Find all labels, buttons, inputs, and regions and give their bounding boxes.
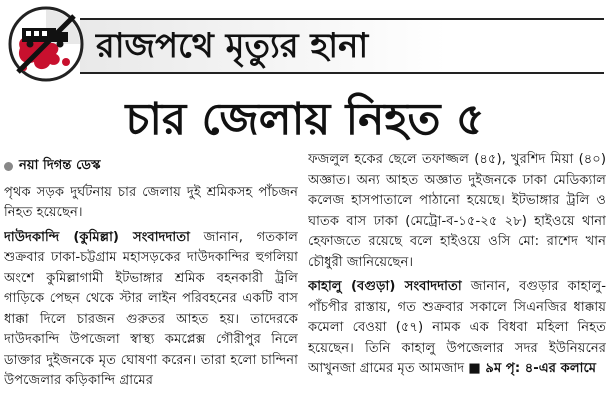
headline: চার জেলায় নিহত ৫: [125, 94, 485, 145]
intro-paragraph: পৃথক সড়ক দুর্ঘটনায় চার জেলায় দুই শ্রমিকসহ পাঁচজন নিহত হয়েছেন।: [4, 184, 298, 220]
kicker-title: রাজপথে মৃত্যুর হানা: [96, 26, 369, 66]
daudkandi-text: জানান, গতকাল শুক্রবার ঢাকা-চট্টগ্রাম মহাসড়কের দাউদকান্দির হুগলিয়া অংশে কুমিল্লাগামী ইটভাঙ্গার শ্রমিক বহনকারী ট্রলি গাড়িকে পেছন থেকে স্টার লাইন পরিবহনের একটি বাস ধাক্কা দিলে চারজন গুরুতর আহত হয়। তাদেরকে দাউদকান্দি উপজেলা স্বাস্থ্য কমপ্লেক্স গৌরীপুর নিলে ডাক্তার দুইজনকে মৃত ঘোষণা করেন। তারা হলো চান্দিনা উপজেলার কড়িকান্দি গ্রামের: [4, 229, 298, 388]
byline-text: নয়া দিগন্ত ডেস্ক: [19, 158, 101, 173]
kahalu-paragraph: [308, 277, 606, 380]
road-accident-logo-icon: [6, 4, 86, 84]
continuation-paragraph: ফজলুল হকের ছেলে তফাজ্জল (৪৫), খুরশিদ মিয়া (৪০) অজ্ঞাত। অন্য আহত অজ্ঞাত দুইজনকে ঢাকা মেডিক্যাল কলেজ হাসপাতালে পাঠানো হয়েছে। ইটভাঙ্গার ট্রলি ও ঘাতক বাস ঢাকা (মেট্রো-ব-১৫-২৫ ২৮) হাইওয়ে থানা হেফাজতে রয়েছে বলে হাইওয়ে ওসি মো: রাশেদ খান চৌধুরী জানিয়েছেন।: [308, 152, 606, 270]
column-right: [308, 150, 606, 418]
kahalu-dateline: কাহালু (বগুড়া) সংবাদদাতা: [308, 279, 462, 294]
byline: [4, 156, 298, 177]
article-banner: [0, 0, 610, 88]
column-left: [4, 156, 298, 418]
kahalu-text: জানান, বগুড়ার কাহালু-পাঁচপীর রাস্তায়, গত শুক্রবার সকালে সিএনজির ধাক্কায় কমেলা বেওয়া (৫৭) নামক এক বিধবা মহিলা নিহত হয়েছেন। তিনি কাহালু উপজেলার সদর ইউনিয়নের আখুনজা গ্রামের মৃত আমজাদ: [308, 279, 606, 376]
bullet-icon: [4, 162, 13, 171]
daudkandi-paragraph: [4, 228, 298, 392]
continued-on-page: ■ ৯ম পৃ: ৪-এর কলামে: [468, 361, 597, 376]
daudkandi-dateline: দাউদকান্দি (কুমিল্লা) সংবাদদাতা: [4, 229, 190, 245]
